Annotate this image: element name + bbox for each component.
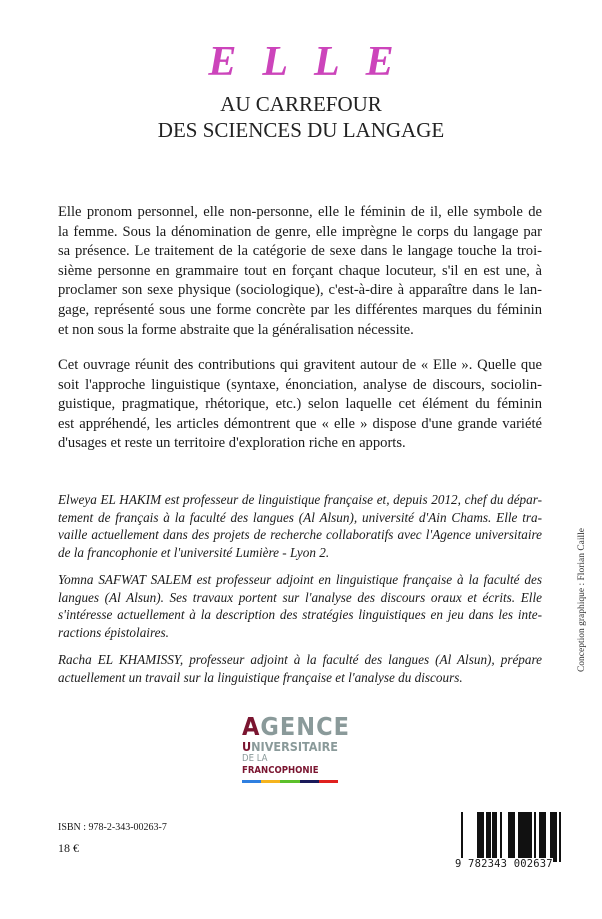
barcode-bar bbox=[509, 812, 512, 862]
barcode-number: 9 782343 002637 bbox=[455, 858, 553, 870]
barcode-bar bbox=[522, 812, 525, 862]
text-line: Elle pronom personnel, elle non-personne, elle le féminin de il, elle symbole de bbox=[58, 204, 542, 220]
price: 18 € bbox=[58, 841, 79, 855]
text-line: s'intéresse actuellement à la description des stratégies linguistiques en jeu dans les inte- bbox=[58, 607, 542, 623]
barcode-bar bbox=[559, 812, 561, 862]
barcode-bar bbox=[500, 812, 502, 862]
text-line: proclamer son sexe physique (sociologique), c'est-à-dire à apparaître dans le lan- bbox=[58, 282, 542, 299]
barcode-bar bbox=[534, 812, 536, 862]
subtitle-line-2: DES SCIENCES DU LANGAGE bbox=[157, 118, 445, 142]
barcode-bar bbox=[494, 812, 497, 862]
barcode-bar bbox=[529, 812, 532, 862]
logo-text: A bbox=[242, 712, 261, 741]
text-line: Racha EL KHAMISSY, professeur adjoint à la faculté des langues (Al Alsun), prépare bbox=[58, 652, 542, 667]
text-line: langues (Al Alsun). Ses travaux portent sur l'analyse des discours oraux et écrits. Elle bbox=[58, 589, 542, 605]
text-line: tement de français à la faculté des langues (Al Alsun), université d'Ain Chams. Elle tra- bbox=[58, 509, 542, 525]
barcode-bar bbox=[489, 812, 491, 862]
text-line: de la francophonie et l'université Lumière - Lyon 2. bbox=[58, 544, 330, 560]
barcode-bar bbox=[461, 812, 463, 862]
barcode-bar bbox=[543, 812, 546, 862]
logo-color-stripes bbox=[242, 780, 338, 783]
barcode-bar bbox=[483, 812, 484, 862]
barcode-bar bbox=[553, 812, 555, 862]
text-line: d'usages et reste un territoire d'exploration riche en apports. bbox=[58, 435, 406, 452]
text-line: actuellement un travail sur la linguistique française et l'analyse du discours. bbox=[58, 669, 463, 685]
barcode-bar bbox=[520, 812, 522, 862]
text-line: gage, représenté sous une forme concrète par les différentes marques du féminin bbox=[58, 301, 542, 318]
stripe bbox=[261, 780, 280, 783]
subtitle-line-1: AU CARREFOUR bbox=[220, 92, 382, 116]
isbn: ISBN : 978-2-343-00263-7 bbox=[58, 822, 167, 833]
text-line: la femme. Sous la dénomination de genre, elle imprègne le corps du langage par bbox=[58, 223, 542, 240]
author-bio-safwat-salem bbox=[58, 571, 542, 641]
barcode-bar bbox=[518, 812, 520, 862]
stripe bbox=[280, 780, 299, 783]
barcode-bar bbox=[550, 812, 553, 862]
text-line: vaille actuellement dans des projets de recherche collaboratifs avec l'Agence universitaire bbox=[58, 527, 542, 543]
logo-text: FRANCOPHONIE bbox=[242, 765, 319, 776]
text-line: sième personne en grammaire tout en forçant chaque locuteur, s'il en est une, à bbox=[58, 262, 542, 279]
summary-paragraph-2 bbox=[58, 356, 542, 454]
barcode-bar bbox=[528, 812, 529, 862]
barcode-bar bbox=[508, 812, 509, 862]
logo-text: GENCE bbox=[260, 712, 350, 741]
barcode-bar bbox=[525, 812, 528, 862]
text-line: guistique, pragmatique, rhétorique, etc.) selon laquelle cet élément du féminin bbox=[58, 396, 542, 413]
text-line: Elweya EL HAKIM est professeur de linguistique française et, depuis 2012, chef du dépar- bbox=[58, 492, 542, 507]
barcode-bar bbox=[477, 812, 480, 862]
text-line: est appréhendé, les articles démontrent que « elle » dispose d'une grande variété bbox=[58, 415, 542, 432]
design-credit: Conception graphique : Florian Caille bbox=[577, 527, 587, 673]
stripe bbox=[319, 780, 338, 783]
summary-paragraph-1 bbox=[58, 203, 542, 340]
barcode-bar bbox=[555, 812, 557, 862]
barcode-bar bbox=[482, 812, 483, 862]
barcode-bar bbox=[480, 812, 482, 862]
text-line: Yomna SAFWAT SALEM est professeur adjoint en linguistique française à la faculté des bbox=[58, 572, 542, 587]
logo-text: U bbox=[242, 739, 252, 754]
barcode-bar bbox=[492, 812, 494, 862]
stripe bbox=[242, 780, 261, 783]
barcode-bar bbox=[539, 812, 540, 862]
text-line: ractions épistolaires. bbox=[58, 624, 169, 640]
logo-text: NIVERSITAIRE bbox=[251, 739, 338, 754]
book-title: ELLE bbox=[208, 39, 420, 85]
stripe bbox=[300, 780, 319, 783]
text-line: sa présence. Le traitement de la catégorie de sexe dans le langage touche la troi- bbox=[58, 243, 542, 260]
barcode-bar bbox=[486, 812, 489, 862]
barcode-bar bbox=[512, 812, 515, 862]
logo-text: DE LA bbox=[242, 753, 268, 764]
barcode-bar bbox=[540, 812, 543, 862]
text-line: et non sous la forme abstraite que la généralisation nécessite. bbox=[58, 321, 414, 338]
text-line: Cet ouvrage réunit des contributions qui gravitent autour de « Elle ». Quelle que bbox=[58, 357, 542, 373]
author-bio-el-khamissy bbox=[58, 651, 542, 686]
auf-logo bbox=[242, 712, 350, 778]
text-line: soit l'approche linguistique (syntaxe, énonciation, analyse de discours, sociolin- bbox=[58, 376, 542, 393]
author-bio-el-hakim bbox=[58, 491, 542, 561]
